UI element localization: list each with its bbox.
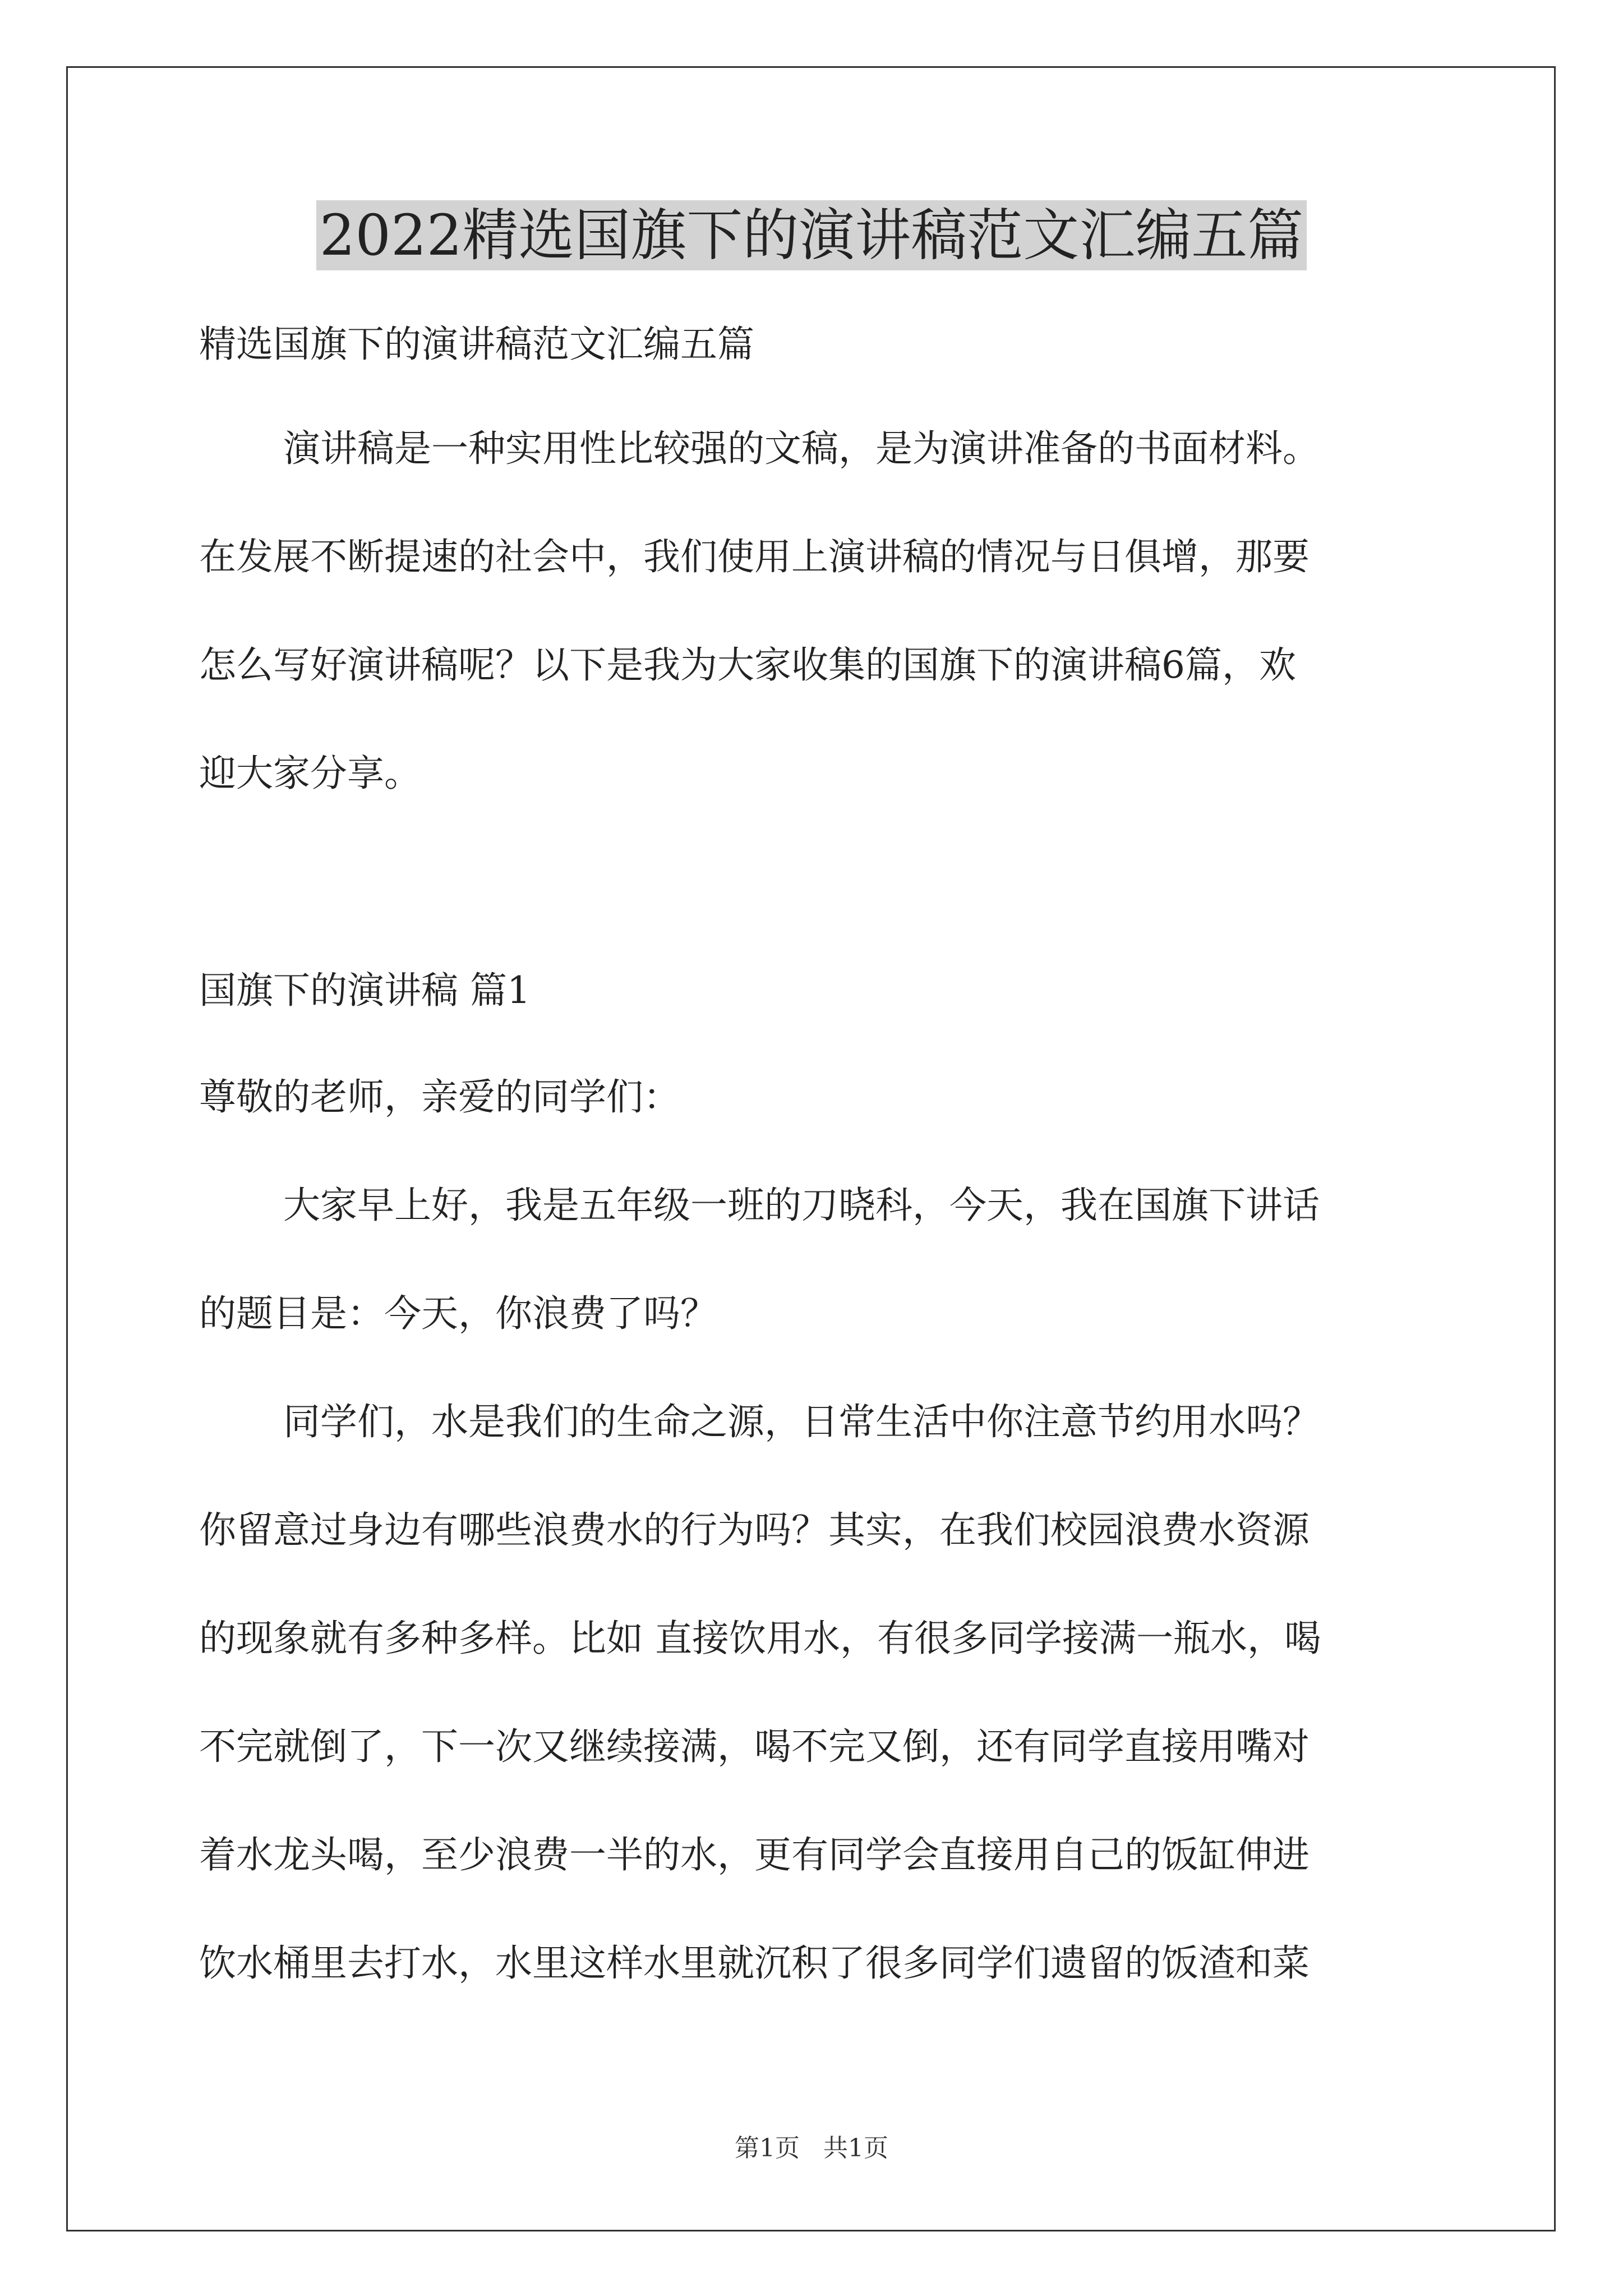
paragraph-line: 同学们，水是我们的生命之源，日常生活中你注意节约用水吗？	[283, 1400, 1320, 1443]
paragraph-line: 大家早上好，我是五年级一班的刀晓科，今天，我在国旗下讲话	[283, 1184, 1320, 1227]
paragraph-line: 怎么写好演讲稿呢？以下是我为大家收集的国旗下的演讲稿6篇，欢	[199, 643, 1296, 687]
paragraph-line: 你留意过身边有哪些浪费水的行为吗？其实，在我们校园浪费水资源	[199, 1508, 1310, 1552]
subtitle-line: 精选国旗下的演讲稿范文汇编五篇	[199, 323, 754, 366]
page-footer: 第1页 共1页	[735, 2134, 888, 2162]
paragraph-line: 的现象就有多种多样。比如 直接饮用水，有很多同学接满一瓶水，喝	[199, 1617, 1321, 1660]
paragraph-line: 迎大家分享。	[199, 752, 421, 795]
paragraph-line: 的题目是：今天，你浪费了吗？	[199, 1292, 717, 1335]
paragraph-line: 演讲稿是一种实用性比较强的文稿，是为演讲准备的书面材料。	[283, 427, 1320, 470]
document-title-text: 2022精选国旗下的演讲稿范文汇编五篇	[316, 200, 1307, 270]
section-heading: 国旗下的演讲稿 篇1	[199, 969, 531, 1012]
page-border	[66, 66, 1556, 2231]
paragraph-line: 不完就倒了，下一次又继续接满，喝不完又倒，还有同学直接用嘴对	[199, 1725, 1310, 1768]
salutation-line: 尊敬的老师，亲爱的同学们：	[199, 1075, 680, 1119]
paragraph-line: 着水龙头喝，至少浪费一半的水，更有同学会直接用自己的饭缸伸进	[199, 1833, 1310, 1876]
document-title	[0, 191, 1623, 280]
paragraph-line: 饮水桶里去打水，水里这样水里就沉积了很多同学们遗留的饭渣和菜	[199, 1941, 1310, 1985]
paragraph-line: 在发展不断提速的社会中，我们使用上演讲稿的情况与日俱增，那要	[199, 535, 1310, 578]
